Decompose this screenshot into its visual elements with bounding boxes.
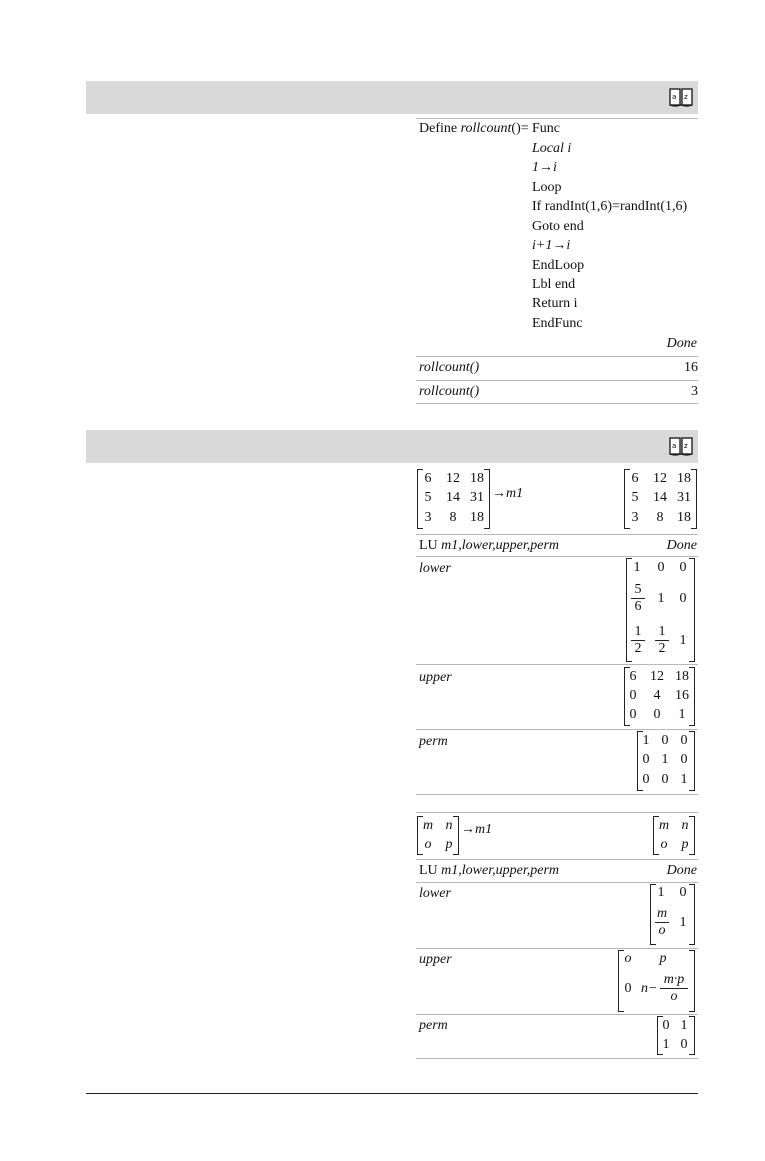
section-header-bar [86,430,698,463]
lu-command: LU m1,lower,upper,perm [419,863,560,878]
lower-label: lower [419,886,451,901]
code-line: Goto end [532,219,584,234]
code-line: EndFunc [532,316,583,331]
perm-label: perm [419,734,448,749]
code-line: i+1→i [532,238,571,253]
upper-label: upper [419,952,452,967]
store-arrow: →m1 [461,822,493,837]
book-icon [669,435,693,457]
svg-text:z: z [684,442,688,450]
svg-text:a: a [672,442,677,450]
book-icon [669,86,693,108]
code-line: EndLoop [532,258,585,273]
code-line: Return i [532,296,578,311]
perm-matrix: 1 0 0 0 1 0 0 0 1 [637,731,695,791]
code-line: Local i [532,141,572,156]
done-result: Done [666,538,697,553]
symbolic-matrix-input: m n o p [417,816,459,855]
lower-label: lower [419,561,451,576]
symbolic-matrix-result: m n o p [653,816,695,855]
code-line: Lbl end [532,277,576,292]
call-result: 3 [691,384,698,399]
section-header-bar [86,81,698,114]
perm-label: perm [419,1018,448,1033]
footer-rule [86,1093,698,1094]
call-result: 16 [684,360,698,375]
code-line: Loop [532,180,562,195]
code-line: Func [532,121,560,136]
call-expr: rollcount() [419,384,480,399]
upper-matrix: 6 12 18 0 4 16 0 0 1 [624,667,695,726]
store-arrow: →m1 [492,486,524,501]
lower-matrix: 1 0 0 $\frac{5}{6}$ 1 0 $\frac{1}{2}$ $\frac{1}{2}$ 1 [626,558,695,662]
upper-label: upper [419,670,452,685]
code-line: 1→i [532,160,557,175]
svg-text:z: z [684,93,688,101]
perm-matrix: 0 1 1 0 [657,1016,695,1055]
matrix-result: 6 12 18 5 14 31 3 8 18 [624,469,697,529]
code-line: If randInt(1,6)=randInt(1,6) [532,199,688,214]
svg-text:a: a [672,93,677,101]
define-line: Define rollcount()= [419,121,529,136]
done-result: Done [666,336,697,351]
done-result: Done [666,863,697,878]
call-expr: rollcount() [419,360,480,375]
lower-matrix: 1 0 $\frac{m}{o}$ 1 [650,884,695,945]
lu-command: LU m1,lower,upper,perm [419,538,560,553]
upper-matrix: o p 0 n− $\frac{m\cdot p}{o}$ [618,950,695,1012]
matrix-input: 6 12 18 5 14 31 3 8 18 [417,469,490,529]
